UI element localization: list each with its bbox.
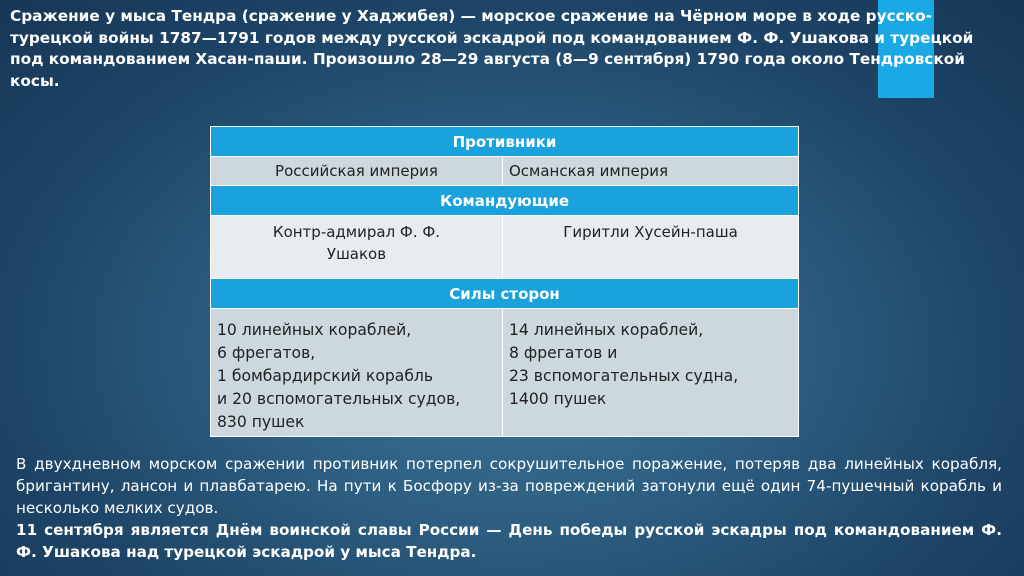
outro-bold-paragraph: 11 сентября является Днём воинской славы России — День победы русской эскадры под командованием Ф. Ф. Ушакова над турецкой эскадрой у мыса Тендра. — [16, 521, 1002, 561]
russia-cell: Российская империя — [211, 157, 503, 186]
ottoman-commander-cell: Гиритли Хусейн-паша — [503, 216, 799, 279]
info-table — [210, 126, 799, 437]
commanders-header: Командующие — [211, 186, 799, 216]
russian-forces-line: 830 пушек — [217, 413, 305, 431]
opponents-header: Противники — [211, 127, 799, 157]
outro-paragraph: В двухдневном морском сражении противник потерпел сокрушительное поражение, потеряв два линейных корабля, бригантину, лансон и плавбатарею. На пути к Босфору из-за повреждений затонули ещё один 74-пушечный корабль и несколько мелких судов. — [16, 455, 1002, 517]
russian-forces-line: 6 фрегатов, — [217, 344, 316, 362]
forces-row — [211, 309, 799, 437]
russian-forces-line: 10 линейных кораблей, — [217, 321, 412, 339]
russian-forces-line: и 20 вспомогательных судов, — [217, 390, 461, 408]
ottoman-forces-line: 14 линейных кораблей, — [509, 321, 704, 339]
russian-forces-line: 1 бомбардирский корабль — [217, 367, 434, 385]
ottoman-forces-line: 1400 пушек — [509, 390, 607, 408]
commanders-row — [211, 216, 799, 279]
countries-row — [211, 157, 799, 186]
intro-text: Сражение у мыса Тендра (сражение у Хаджибея) — морское сражение на Чёрном море в ходе русско-турецкой войны 1787—1791 годов между русской эскадрой под командованием Ф. Ф. Ушакова и турецкой под командованием Хасан-паши. Произошло 28—29 августа (8—9 сентября) 1790 года около Тендровской косы. — [10, 7, 974, 90]
russian-commander-cell: Контр-адмирал Ф. Ф. Ушаков — [211, 216, 503, 279]
russian-forces-cell — [211, 309, 503, 437]
commanders-header-row — [211, 186, 799, 216]
ottoman-forces-cell — [503, 309, 799, 437]
outro-text — [16, 453, 1002, 563]
opponents-header-row — [211, 127, 799, 157]
ottoman-cell: Османская империя — [503, 157, 799, 186]
ottoman-forces-line: 8 фрегатов и — [509, 344, 618, 362]
ottoman-forces-line: 23 вспомогательных судна, — [509, 367, 739, 385]
forces-header-row — [211, 279, 799, 309]
forces-header: Силы сторон — [211, 279, 799, 309]
